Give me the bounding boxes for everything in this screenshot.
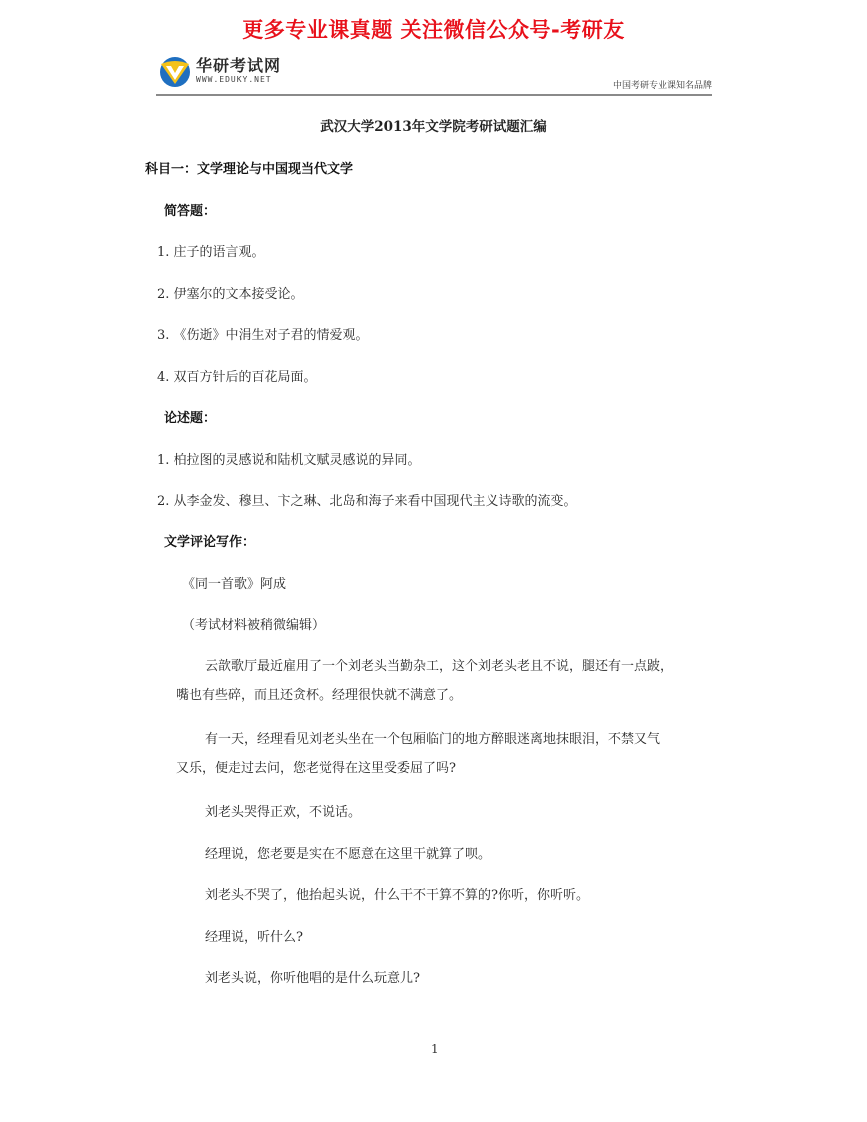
subject-heading: 科目一：文学理论与中国现当代文学 [145,162,354,177]
document-title: 武汉大学2013年文学院考研试题汇编 [320,119,547,135]
question-item: 1. 柏拉图的灵感说和陆机文赋灵感说的异同。 [157,453,421,468]
passage-paragraph: 又乐，便走过去问，您老觉得在这里受委屈了吗? [176,761,456,776]
promo-banner: 更多专业课真题 关注微信公众号-考研友 [242,18,625,42]
logo-en-text: WWW.EDUKY.NET [196,75,272,84]
passage-paragraph: 有一天，经理看见刘老头坐在一个包厢临门的地方醉眼迷离地抹眼泪，不禁又气 [205,732,661,747]
question-item: 3. 《伤逝》中涓生对子君的情爱观。 [157,328,369,343]
passage-paragraph: 经理说，听什么? [205,930,303,945]
page-number: 1 [431,1042,439,1056]
site-logo [158,54,281,88]
passage-paragraph: 云歆歌厅最近雇用了一个刘老头当勤杂工，这个刘老头老且不说，腿还有一点跛， [205,659,674,674]
question-item: 2. 伊塞尔的文本接受论。 [157,287,304,302]
section-heading-short-answer: 简答题： [164,204,217,219]
section-heading-essay: 论述题： [164,411,217,426]
passage-paragraph: 刘老头说，你听他唱的是什么玩意儿? [205,971,420,986]
logo-icon [158,54,192,88]
question-item: 2. 从李金发、穆旦、卞之琳、北岛和海子来看中国现代主义诗歌的流变。 [157,494,577,509]
passage-paragraph: 刘老头不哭了，他抬起头说，什么干不干算不算的?你听，你听听。 [205,888,589,903]
header-slogan: 中国考研专业课知名品牌 [612,81,712,91]
material-note: （考试材料被稍微编辑） [182,618,326,633]
question-item: 4. 双百方针后的百花局面。 [157,370,317,385]
passage-paragraph: 嘴也有些碎，而且还贪杯。经理很快就不满意了。 [176,688,463,703]
logo-cn-text: 华研考试网 [196,56,282,75]
passage-paragraph: 刘老头哭得正欢，不说话。 [205,805,362,820]
section-heading-criticism: 文学评论写作： [164,535,256,550]
passage-paragraph: 经理说，您老要是实在不愿意在这里干就算了呗。 [205,847,492,862]
page-header [156,52,712,96]
question-item: 1. 庄子的语言观。 [157,245,265,260]
work-title: 《同一首歌》阿成 [182,577,287,592]
